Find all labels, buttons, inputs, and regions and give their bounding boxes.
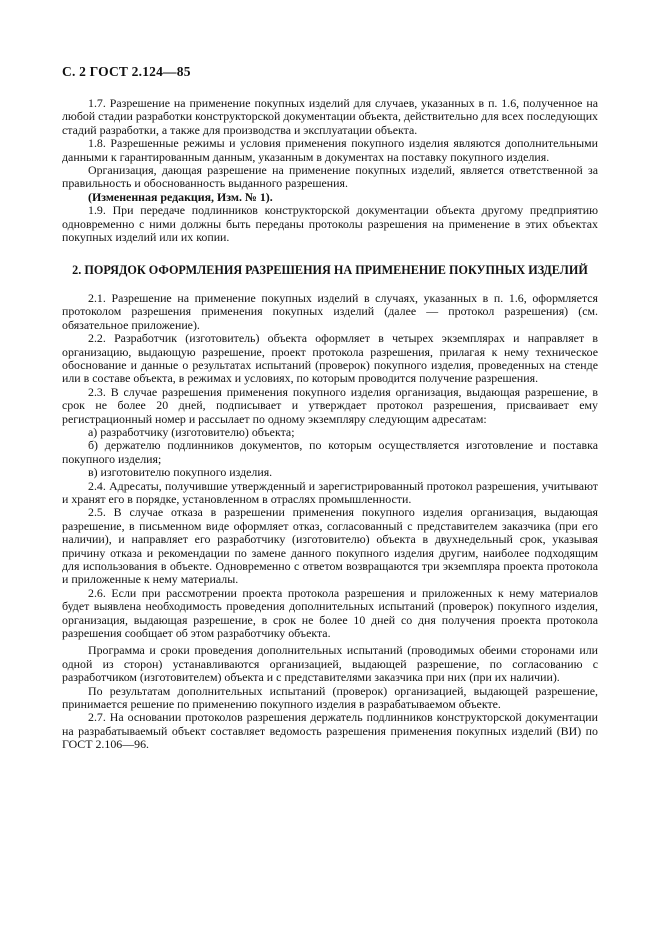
list-item: в) изготовителю покупного изделия. (88, 465, 273, 480)
list-item: б) держателю подлинников документов, по которым осуществляется изготовление и поставка покупного изделия; (62, 438, 598, 466)
paragraph-program: Программа и сроки проведения дополнительных испытаний (проводимых обеими сторонами или одной из сторон) устанавливаются организацией, выдающей разрешение, по согласованию с разработчиком (изготовителем) объекта и с представителями заказчика при них (при их наличии). (62, 643, 598, 685)
paragraph-1-8: 1.8. Разрешенные режимы и условия применения покупного изделия являются дополнительными данными к гарантированным данным, указанным в документах на поставку покупного изделия. (62, 136, 598, 164)
paragraph-2-7: 2.7. На основании протоколов разрешения держатель подлинников конструкторской документации на разрабатываемый объект составляет ведомость разрешения применения покупных изделий (ВИ) по ГОСТ 2.106—96. (62, 710, 598, 752)
paragraph-1-9: 1.9. При передаче подлинников конструкторской документации объекта другому предприятию одновременно с ними должны быть переданы протоколы разрешения на применение в этих объектах покупных изделий или их копии. (62, 203, 598, 245)
paragraph-2-3: 2.3. В случае разрешения применения покупного изделия организация, выдающая разрешение, в срок не более 20 дней, подписывает и утверждает протокол разрешения, присваивает ему регистрационный номер и рассылает по одному экземпляру следующим адресатам: (62, 384, 598, 426)
paragraph-2-4: 2.4. Адресаты, получившие утвержденный и зарегистрированный протокол разрешения, учитывают и хранят его в порядке, установленном в отраслях промышленности. (62, 478, 598, 506)
paragraph-1-7: 1.7. Разрешение на применение покупных изделий для случаев, указанных в п. 1.6, полученное на любой стадии разработки конструкторской документации объекта, действительно для всех последующих стадий разработки, а также для производства и эксплуатации объекта. (62, 96, 598, 137)
paragraph-results: По результатам дополнительных испытаний (проверок) организацией, выдающей разрешение, принимается решение по применению покупного изделия в разрабатываемом объекте. (62, 683, 598, 712)
page-header: С. 2 ГОСТ 2.124—85 (62, 64, 191, 79)
amendment-note: (Измененная редакция, Изм. № 1). (88, 189, 273, 204)
document-body (62, 97, 598, 752)
paragraph-2-5: 2.5. В случае отказа в разрешении применения покупного изделия организация, выдающая разрешение, в письменном виде оформляет отказ, согласованный с представителем заказчика (при его наличии), и направляет его разработчику (изготовителю) объекта в двухнедельный срок, указывая причину отказа и рекомендации по замене данного покупного изделия другим, наиболее подходящим для использования в объекте. Одновременно с ответом возвращаются три экземпляра проекта протокола и приложенные к нему материалы. (62, 505, 598, 587)
paragraph-2-2: 2.2. Разработчик (изготовитель) объекта оформляет в четырех экземплярах и направляет в организацию, выдающую разрешение, проект протокола разрешения, прилагая к нему техническое обоснование и данные о результатах испытаний (проверок) покупного изделия, проведенных на стенде или в составе объекта, в режимах и условиях, по которым проводится получение разрешения. (62, 331, 598, 386)
paragraph-organization: Организация, дающая разрешение на применение покупных изделий, является ответственной за правильность и обоснованность выданного разрешения. (62, 163, 598, 191)
list-item: а) разработчику (изготовителю) объекта; (88, 424, 295, 439)
paragraph-2-1: 2.1. Разрешение на применение покупных изделий в случаях, указанных в п. 1.6, оформляется протоколом разрешения применения покупных изделий (далее — протокол разрешения) (см. обязательное приложение). (62, 290, 598, 332)
paragraph-2-6: 2.6. Если при рассмотрении проекта протокола разрешения и приложенных к нему материалов будет выявлена необходимость проведения дополнительных испытаний (проверок) покупного изделия, организация, выдающая разрешение, в срок не более 10 дней со дня получения проекта протокола разрешения сообщает об этом разработчику объекта. (62, 585, 598, 641)
addressee-list (62, 426, 598, 480)
section-2-title: 2. ПОРЯДОК ОФОРМЛЕНИЯ РАЗРЕШЕНИЯ НА ПРИМЕНЕНИЕ ПОКУПНЫХ ИЗДЕЛИЙ (72, 263, 588, 278)
